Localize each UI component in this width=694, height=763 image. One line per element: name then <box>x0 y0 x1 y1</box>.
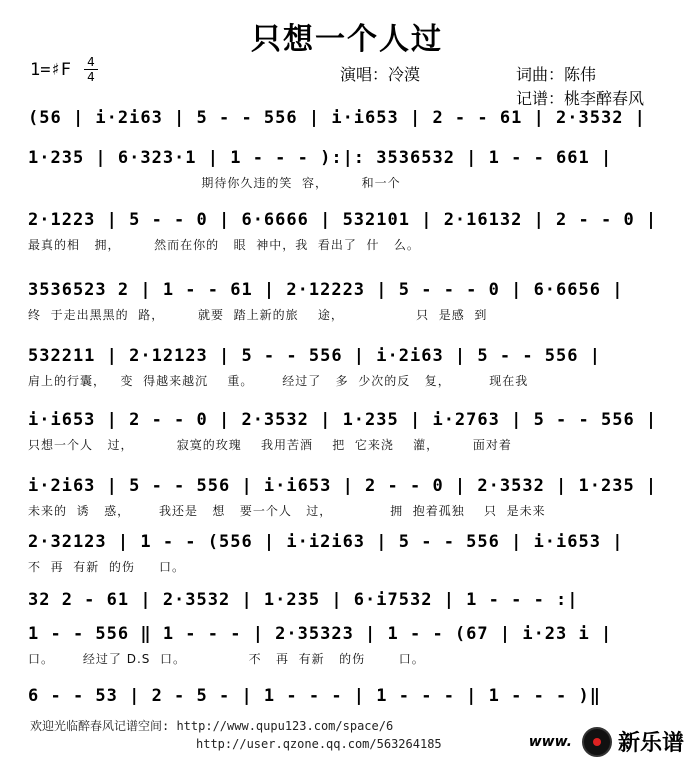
lyrics-row: 只想一个人 过， 寂寞的玫瑰 我用苦酒 把 它来浇 灌， 面对着 <box>28 438 512 452</box>
notation-row: i·2i63 | 5 - - 556 | i·i653 | 2 - - 0 | 2·3532 | 1·235 | <box>28 476 658 496</box>
site-logo[interactable] <box>529 726 684 757</box>
notation-row: i·i653 | 2 - - 0 | 2·3532 | 1·235 | i·2763 | 5 - - 556 | <box>28 410 658 430</box>
notation-row: 6 - - 53 | 2 - 5 - | 1 - - - | 1 - - - | 1 - - - )‖ <box>28 686 601 706</box>
notation-row: (56 | i·2i63 | 5 - - 556 | i·i653 | 2 - - 61 | 2·3532 | <box>28 108 646 128</box>
page-title: 只想一个人过 <box>251 22 443 57</box>
key-signature: 1=♯F <box>30 60 71 80</box>
time-signature-top: 4 <box>87 55 95 69</box>
footer-line-2[interactable]: http://user.qzone.qq.com/563264185 <box>196 737 442 751</box>
notation-row: 1 - - 556 ‖ 1 - - - | 2·35323 | 1 - - (67 | i·23 i | <box>28 624 613 644</box>
lyrics-row: 肩上的行囊， 变 得越来越沉 重。 经过了 多 少次的反 复， 现在我 <box>28 374 529 388</box>
lyrics-row: 终 于走出黑黑的 路， 就要 踏上新的旅 途， 只 是感 到 <box>28 308 488 322</box>
lyrics-row: 最真的相 拥， 然而在你的 眼 神中，我 看出了 什 么。 <box>28 238 420 252</box>
time-signature-bottom: 4 <box>87 70 95 84</box>
lyrics-row: 口。 经过了 D.S 口。 不 再 有新 的伤 口。 <box>28 652 425 666</box>
notation-row: 3536523 2 | 1 - - 61 | 2·12223 | 5 - - - 0 | 6·6656 | <box>28 280 624 300</box>
lyrics-row: 不 再 有新 的伤 口。 <box>28 560 185 574</box>
time-signature <box>84 56 98 83</box>
singer-credit: 演唱：冷漠 <box>340 65 421 84</box>
lyrics-row: 未来的 诱 惑， 我还是 想 要一个人 过， 拥 抱着孤独 只 是未来 <box>28 504 546 518</box>
site-url: www. <box>528 733 572 750</box>
site-name: 新乐谱 <box>617 731 684 756</box>
lyrics-row: 期待你久违的笑 容， 和一个 <box>28 176 401 190</box>
notation-row: 2·1223 | 5 - - 0 | 6·6666 | 532101 | 2·16132 | 2 - - 0 | <box>28 210 658 230</box>
notation-row: 2·32123 | 1 - - (556 | i·i2i63 | 5 - - 556 | i·i653 | <box>28 532 624 552</box>
transcriber-credit: 记谱：桃李醉春风 <box>516 89 645 108</box>
notation-row: 532211 | 2·12123 | 5 - - 556 | i·2i63 | 5 - - 556 | <box>28 346 601 366</box>
notation-row: 32 2 - 61 | 2·3532 | 1·235 | 6·i7532 | 1 - - - :| <box>28 590 579 610</box>
composer-credit: 词曲：陈伟 <box>516 65 597 84</box>
footer-line-1[interactable]: 欢迎光临醉春风记谱空间: http://www.qupu123.com/space/6 <box>30 719 394 733</box>
vinyl-disc-icon <box>582 727 612 757</box>
notation-row: 1·235 | 6·323·1 | 1 - - - ):|: 3536532 | 1 - - 661 | <box>28 148 613 168</box>
